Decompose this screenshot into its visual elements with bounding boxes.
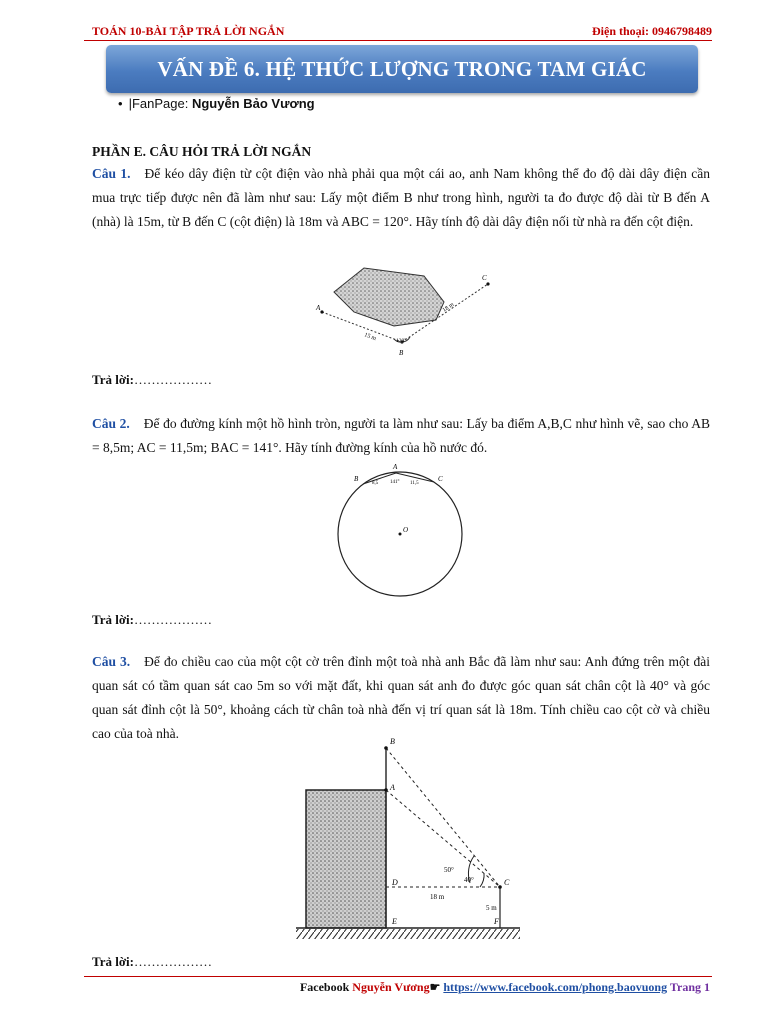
answer-3-label: Trả lời:	[92, 954, 134, 969]
sightline-top	[386, 748, 500, 887]
bullet-icon: •	[118, 96, 123, 111]
figure-q2-lake	[330, 462, 470, 598]
answer-3-blank: ………………	[133, 954, 212, 969]
answer-1	[92, 372, 212, 388]
label-c: C	[482, 274, 487, 282]
label-c: C	[504, 878, 510, 887]
question-2-text: Để đo đường kính một hồ hình tròn, người ta làm như sau: Lấy ba điểm A,B,C như hình vẽ, sao cho AB = 8,5m; AC = 11,5m; BAC = 141°. Hãy tính đường kính của hồ nước đó.	[92, 416, 710, 455]
label-angle-40: 40°	[464, 876, 474, 884]
point-a	[384, 788, 388, 792]
label-a: A	[393, 463, 398, 471]
header-divider	[84, 40, 712, 41]
question-3-text: Để đo chiều cao của một cột cờ trên đỉnh một toà nhà anh Bắc đã làm như sau: Anh đứng trên một đài quan sát có tầm quan sát cao 5m so với mặt đất, khi quan sát anh đo được góc quan sát chân cột là 40° và góc quan sát đỉnh cột là 50°, khoảng cách từ chân toà nhà đến vị trí quan sát là 18m. Tính chiều cao cột cờ và chiều cao của toà nhà.	[92, 654, 710, 741]
point-c	[498, 885, 502, 889]
footer-divider	[84, 976, 712, 977]
answer-1-label: Trả lời:	[92, 372, 134, 387]
figure-q3-flagpole	[296, 732, 520, 946]
pond-shape	[334, 268, 444, 326]
point-a	[320, 310, 323, 313]
question-1-label: Câu 1.	[92, 166, 131, 181]
answer-2	[92, 612, 212, 628]
fanpage-prefix: |FanPage:	[128, 96, 189, 111]
question-2	[92, 412, 710, 460]
footer-facebook: Facebook	[299, 980, 350, 994]
footer-author: Nguyễn Vương	[352, 980, 430, 994]
label-120: 120°	[396, 338, 407, 344]
label-b: B	[390, 737, 395, 746]
label-a: A	[316, 304, 321, 312]
footer	[300, 980, 710, 995]
point-c	[486, 282, 489, 285]
topic-banner: VẤN ĐỀ 6. HỆ THỨC LƯỢNG TRONG TAM GIÁC	[106, 45, 698, 93]
label-ab-length: 8,5	[372, 481, 379, 486]
label-a: A	[390, 783, 395, 792]
question-3-label: Câu 3.	[92, 654, 131, 669]
pointing-hand-icon: ☛	[429, 980, 441, 994]
label-e: E	[392, 917, 397, 926]
footer-link[interactable]: https://www.facebook.com/phong.baovuong	[443, 980, 668, 994]
section-title: PHẦN E. CÂU HỎI TRẢ LỜI NGẮN	[92, 144, 312, 159]
angle-arc-40	[480, 873, 484, 887]
label-18m: 18 m	[430, 893, 445, 901]
label-b: B	[399, 349, 404, 357]
label-o: O	[403, 526, 409, 534]
fanpage-name: Nguyễn Bảo Vương	[191, 96, 315, 111]
header-phone: Điện thoại: 0946798489	[592, 24, 712, 38]
question-1	[92, 162, 710, 234]
sightline-base	[386, 790, 500, 887]
label-18m: 18 m	[441, 301, 456, 314]
header-title: TOÁN 10-BÀI TẬP TRẢ LỜI NGẮN	[92, 24, 285, 38]
label-ac-length: 11,5	[410, 481, 419, 486]
label-angle-a: 141°	[390, 480, 400, 485]
point-b	[384, 746, 388, 750]
label-c: C	[438, 475, 443, 483]
answer-2-label: Trả lời:	[92, 612, 134, 627]
building	[306, 790, 386, 928]
label-angle-50: 50°	[444, 866, 454, 874]
question-1-text: Để kéo dây điện từ cột điện vào nhà phải qua một cái ao, anh Nam không thể đo độ dài dây điện cần mua trực tiếp được nên đã làm như sau: Lấy một điểm B như trong hình, người ta đo được độ dài từ B đến A (nhà) là 15m, từ B đến C (cột điện) là 18m và ABC = 120°. Hãy tính độ dài dây điện nối từ nhà ra đến cột điện.	[92, 166, 711, 229]
answer-3	[92, 954, 212, 970]
ground-hatch	[296, 929, 520, 939]
fanpage-line	[118, 96, 315, 111]
label-15m: 15 m	[363, 332, 377, 343]
center-o	[399, 533, 402, 536]
label-f: F	[494, 917, 499, 926]
answer-2-blank: ………………	[133, 612, 212, 627]
label-d: D	[392, 878, 398, 887]
question-2-label: Câu 2.	[92, 416, 130, 431]
label-b: B	[354, 475, 359, 483]
label-5m: 5 m	[486, 904, 497, 912]
answer-1-blank: ………………	[133, 372, 212, 387]
page-number: Trang 1	[669, 980, 710, 994]
figure-q1-pond	[312, 262, 512, 362]
